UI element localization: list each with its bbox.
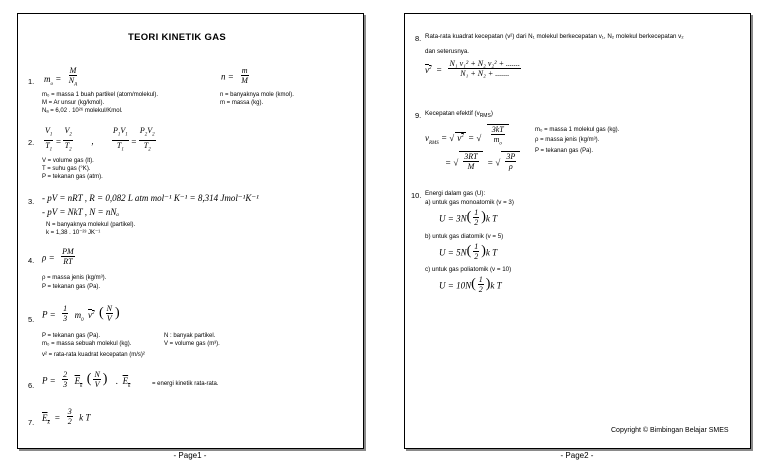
item-3-number: 3. xyxy=(28,197,35,206)
item-10-a: a) untuk gas monoatomik (v = 3) xyxy=(425,199,514,206)
page-1 xyxy=(17,13,364,449)
formula-vrms-2: = √ $\frac{3RT}{M}$ = √ $\frac{3P}{\rho}$ xyxy=(445,151,520,171)
page-2-footer: - Page2 - xyxy=(560,451,594,460)
def-N: N = banyaknya molekul (partikel). xyxy=(46,222,136,228)
page-title: TEORI KINETIK GAS xyxy=(128,32,226,43)
item-9-text: Kecepatan efektif $(v_{RMS})$ xyxy=(425,110,493,120)
item-8-text-cont: dan seterusnya. xyxy=(425,48,470,55)
def-vsq: v² = rata-rata kuadrat kecepatan (m/s)² xyxy=(42,352,145,358)
def-k: k = 1,38 . 10⁻²³ JK⁻¹ xyxy=(46,230,101,236)
def-ek: = energi kinetik rata-rata. xyxy=(152,381,219,387)
def-m: m = massa (kg). xyxy=(220,100,264,106)
item-8-number: 8. xyxy=(415,34,422,43)
def-V: V = volume gas (lt). xyxy=(42,158,94,164)
item-10-c: c) untuk gas poliatomik (v = 10) xyxy=(425,266,512,273)
def-P-5: P = tekanan gas (Pa). xyxy=(42,333,101,339)
copyright-text: Copyright © Bimbingan Belajar SMES xyxy=(611,427,729,434)
item-2-number: 2. xyxy=(28,138,35,147)
formula-u-mono: U = 3N( $\frac{1}{2}$ )k T xyxy=(439,208,498,227)
formula-mean-square-velocity: $v^2$ = $\frac{\text{N₁ v₁² + N₂ v₂² + .......}}{\text{N₁ + N₂ + .......}}$ xyxy=(425,59,520,78)
item-8-text: Rata-rata kuadrat kecepatan (v²) dari N₁ molekul berkecepatan v₁, N₂ molekul berkecepatan v₂ xyxy=(425,33,684,40)
def-rho-9: ρ = massa jenis (kg/m³). xyxy=(535,137,600,143)
item-9-number: 9. xyxy=(415,111,422,120)
formula-u-poly: U = 10N( $\frac{1}{2}$ )k T xyxy=(439,275,502,294)
formula-ideal-gas-1: - pV = nRT , R = 0,082 L atm mol⁻¹ K⁻¹ = 8,314 Jmol⁻¹K⁻¹ xyxy=(42,193,259,203)
item-6-number: 6. xyxy=(28,381,35,390)
def-P-9: P = tekanan gas (Pa). xyxy=(535,148,594,154)
def-P-pa: P = tekanan gas (Pa). xyxy=(42,284,101,290)
def-n: n = banyaknya mole (kmol). xyxy=(220,92,294,98)
item-1-number: 1. xyxy=(28,77,35,86)
formula-n: n = $\frac{m}{M}$ xyxy=(221,66,248,85)
def-rho: ρ = massa jenis (kg/m³). xyxy=(42,275,107,281)
def-m0: m₀ = massa 1 buah partikel (atom/molekul). xyxy=(42,92,159,98)
def-m0-5: m₀ = massa sebuah molekul (kg). xyxy=(42,341,132,347)
def-M: M = Ar unsur (kg/kmol). xyxy=(42,100,105,106)
page-2 xyxy=(404,13,751,449)
def-P: P = tekanan gas (atm). xyxy=(42,174,103,180)
def-m0-9: m₀ = massa 1 molekul gas (kg). xyxy=(535,127,620,133)
formula-pressure: P = $\frac{1}{3}$ $m_0$ $v^2$ ( $\frac{N}{V}$ ) xyxy=(42,304,120,323)
def-T: T = suhu gas (°K). xyxy=(42,166,91,172)
item-10-text: Energi dalam gas (U): xyxy=(425,190,486,197)
formula-vrms-1: $v_{RMS}$ = √ $v^2$ = √ $\frac{3kT}{m_o}$ xyxy=(425,124,509,149)
formula-ek: $E_k$ = $\frac{3}{2}$ k T xyxy=(42,407,91,426)
item-5-number: 5. xyxy=(28,315,35,324)
formula-density: ρ = $\frac{PM}{RT}$ xyxy=(42,247,74,266)
formula-m0: $m_o$ = $\frac{M}{N_A}$ xyxy=(44,66,78,88)
item-7-number: 7. xyxy=(28,418,35,427)
formula-u-di: U = 5N( $\frac{1}{2}$ )k T xyxy=(439,242,498,261)
page-1-footer: - Page1 - xyxy=(173,451,207,460)
item-4-number: 4. xyxy=(28,256,35,265)
formula-ideal-gas-2: - pV = NkT , N = nNₐ xyxy=(42,207,119,217)
item-10-number: 10. xyxy=(411,191,422,200)
formula-charles: $\frac{V_1}{T_1}$ = $\frac{V_2}{T_2}$ , $\frac{P_1V_1}{T_1}$ = $\frac{P_2V_2}{T_2}$ xyxy=(45,126,155,153)
def-V-5: V = volume gas (m³). xyxy=(164,341,220,347)
item-10-b: b) untuk gas diatomik (v = 5) xyxy=(425,233,504,240)
formula-pressure-ek: P = $\frac{2}{3}$ $E_k$ ( $\frac{N}{V}$ ) . $E_k$ xyxy=(42,370,131,389)
def-NA: Nₐ = 6,02 . 10²⁶ molekul/Kmol. xyxy=(42,108,123,114)
def-N-5: N : banyak partikel. xyxy=(164,333,216,339)
